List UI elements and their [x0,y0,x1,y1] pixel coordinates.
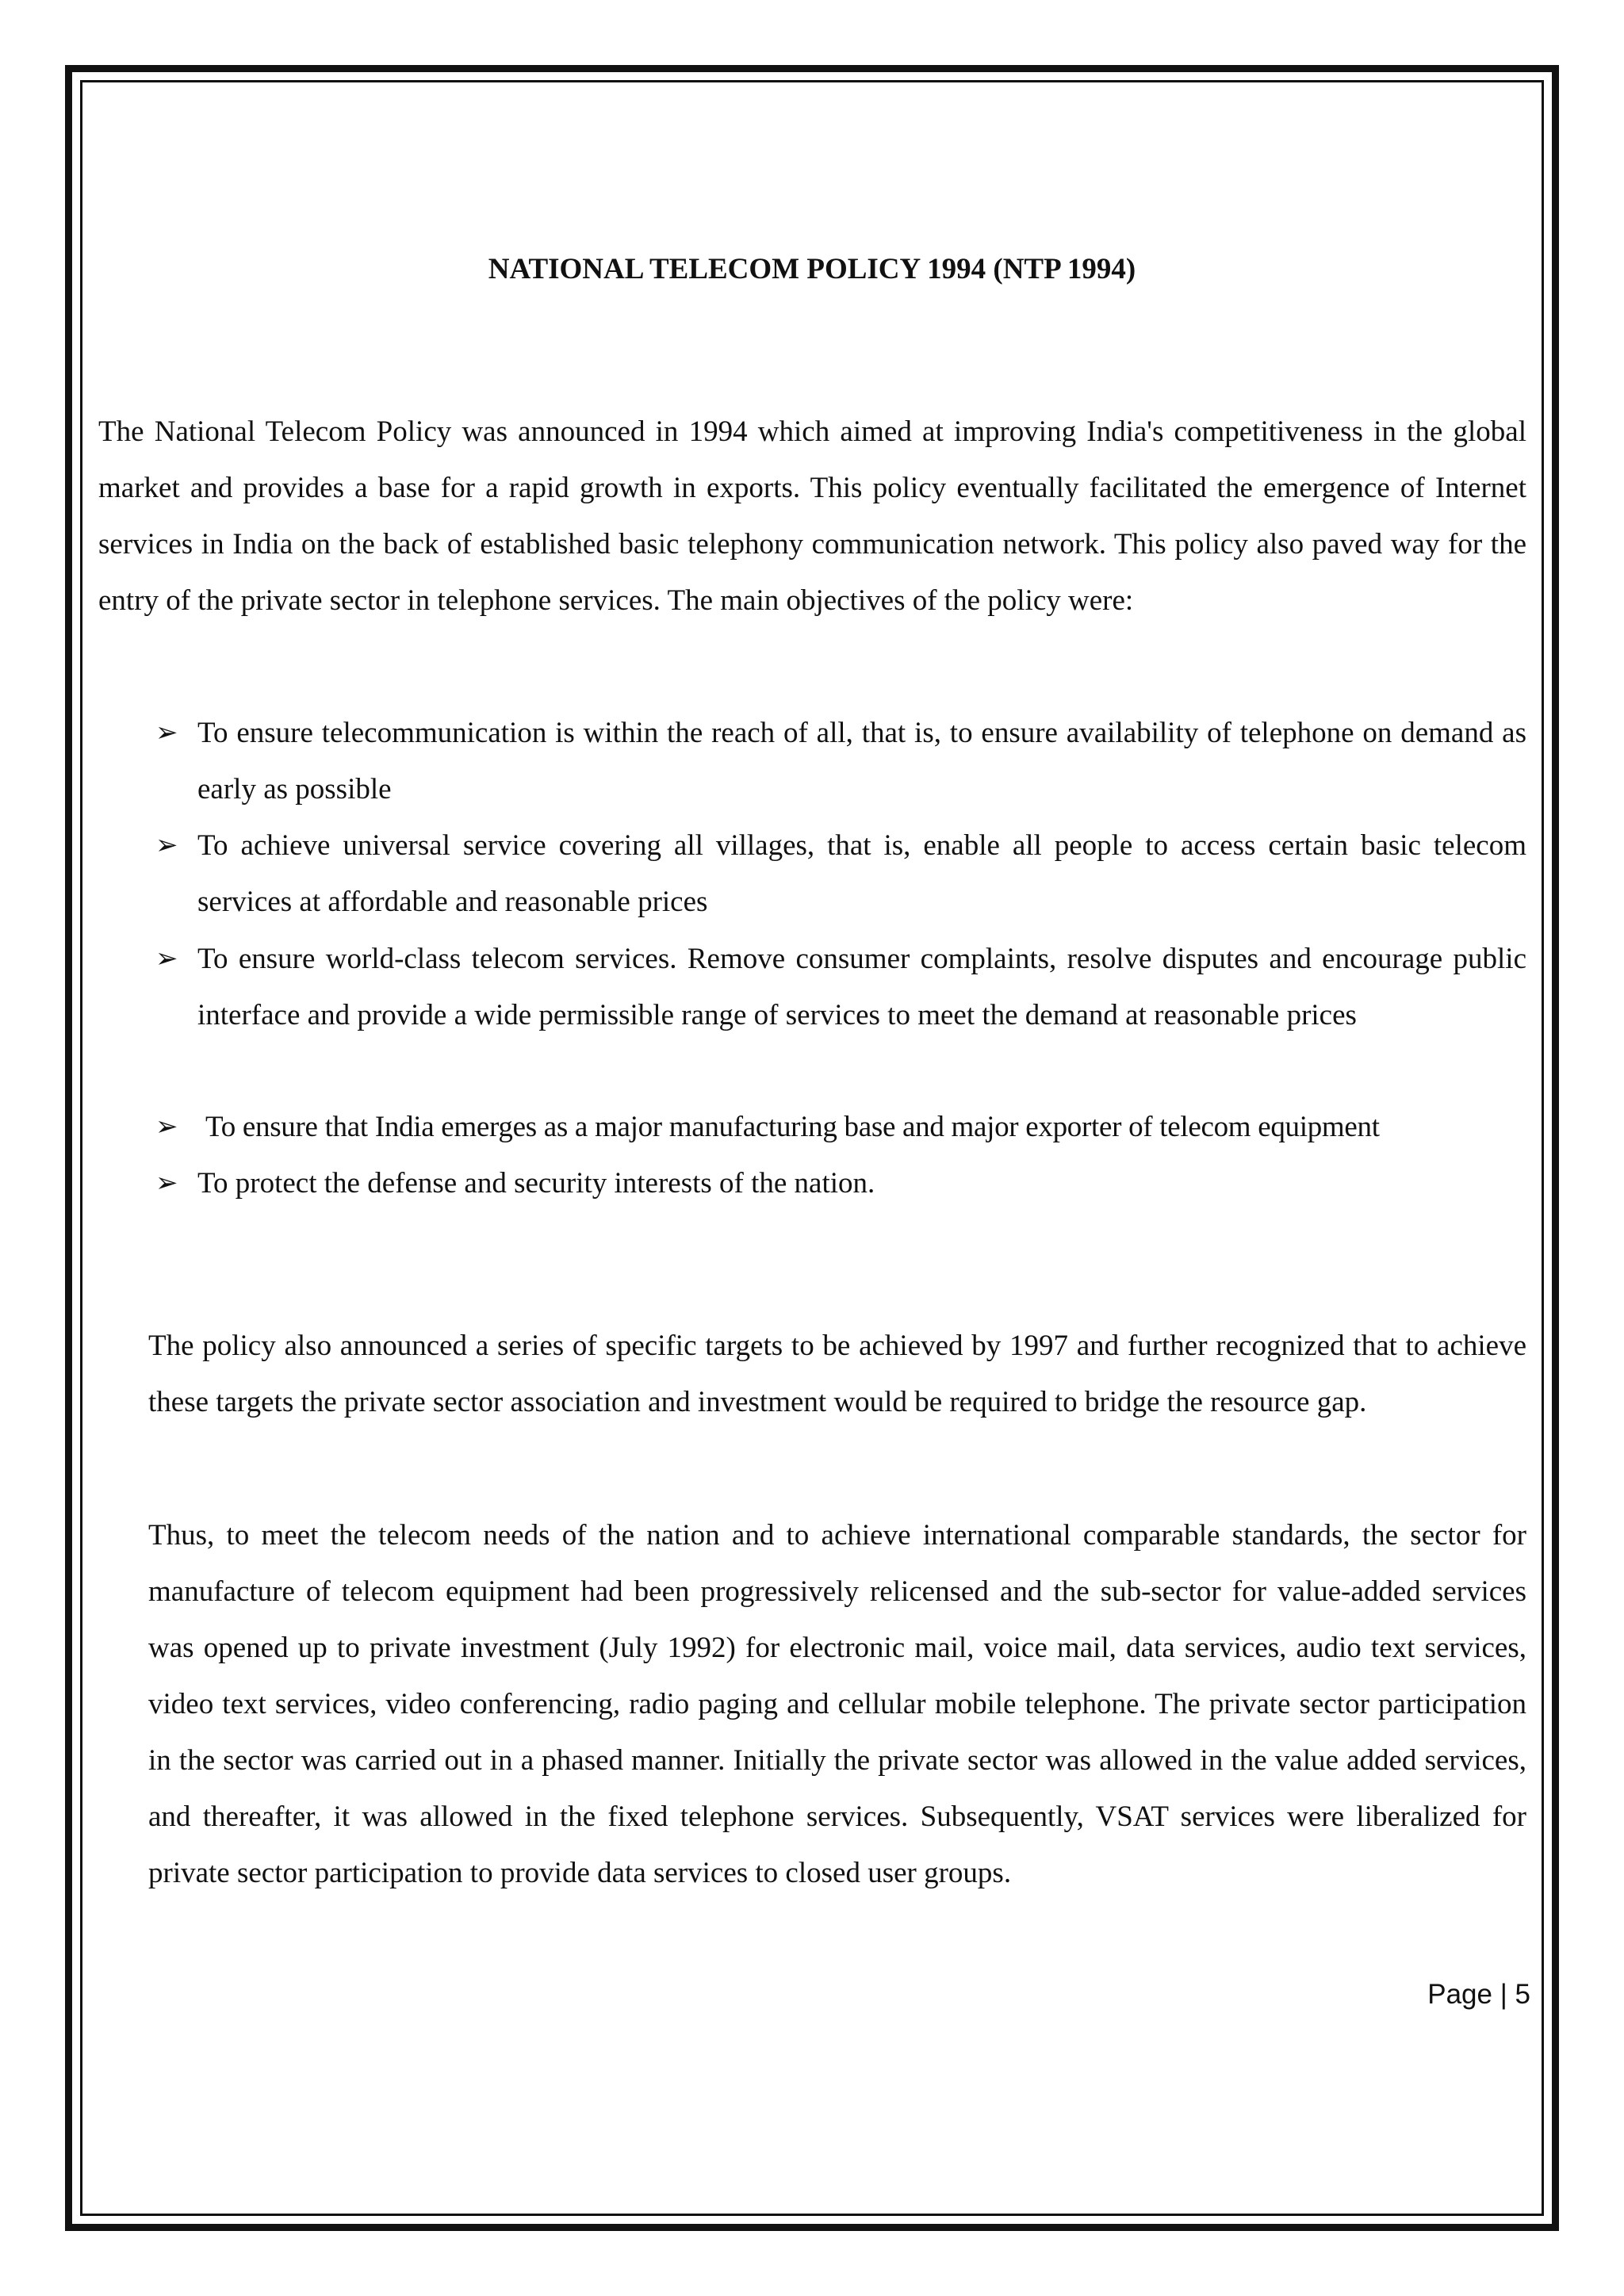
objectives-list [149,705,1526,1211]
targets-paragraph: The policy also announced a series of specific targets to be achieved by 1997 and further recognized that to achieve these targets the private sector association and investment would be required to bridge the resource gap. [148,1330,1526,1418]
document-title: NATIONAL TELECOM POLICY 1994 (NTP 1994) [488,253,1136,285]
liberalization-paragraph: Thus, to meet the telecom needs of the nation and to achieve international comparable standards, the sector for manufacture of telecom equipment had been progressively relicensed and the sub-sector for value-added services was opened up to private investment (July 1992) for electronic mail, voice mail, data services, audio text services, video text services, video conferencing, radio paging and cellular mobile telephone. The private sector participation in the sector was carried out in a phased manner. Initially the private sector was allowed in the value added services, and thereafter, it was allowed in the fixed telephone services. Subsequently, VSAT services were liberalized for private sector participation to provide data services to closed user groups. [148,1519,1526,1889]
list-item [149,931,1526,1099]
objective-text: To protect the defense and security interests of the nation. [197,1167,875,1200]
list-item [149,1099,1526,1155]
objective-text: To achieve universal service covering all villages, that is, enable all people to access certain basic telecom services at affordable and reasonable prices [197,829,1526,918]
intro-paragraph: The National Telecom Policy was announced in 1994 which aimed at improving India's competitiveness in the global market and provides a base for a rapid growth in exports. This policy eventually facilitated the emergence of Internet services in India on the back of established basic telephony communication network. This policy also paved way for the entry of the private sector in telephone services. The main objectives of the policy were: [98,415,1526,617]
arrowhead-bullet-icon: ➢ [155,717,178,748]
objective-text: To ensure world-class telecom services. Remove consumer complaints, resolve disputes and encourage public interface and provide a wide permissible range of services to meet the demand at reasonable prices [197,943,1526,1031]
list-item [149,705,1526,817]
list-item [149,817,1526,931]
list-item [149,1155,1526,1211]
arrowhead-bullet-icon: ➢ [155,943,178,974]
arrowhead-bullet-icon: ➢ [155,829,178,861]
arrowhead-bullet-icon: ➢ [155,1111,178,1142]
arrowhead-bullet-icon: ➢ [155,1167,178,1199]
objective-text: To ensure that India emerges as a major manufacturing base and major exporter of telecom equipment [205,1111,1380,1143]
page-number: Page | 5 [1427,1979,1530,2010]
objective-text: To ensure telecommunication is within the reach of all, that is, to ensure availability of telephone on demand as early as possible [197,717,1526,806]
